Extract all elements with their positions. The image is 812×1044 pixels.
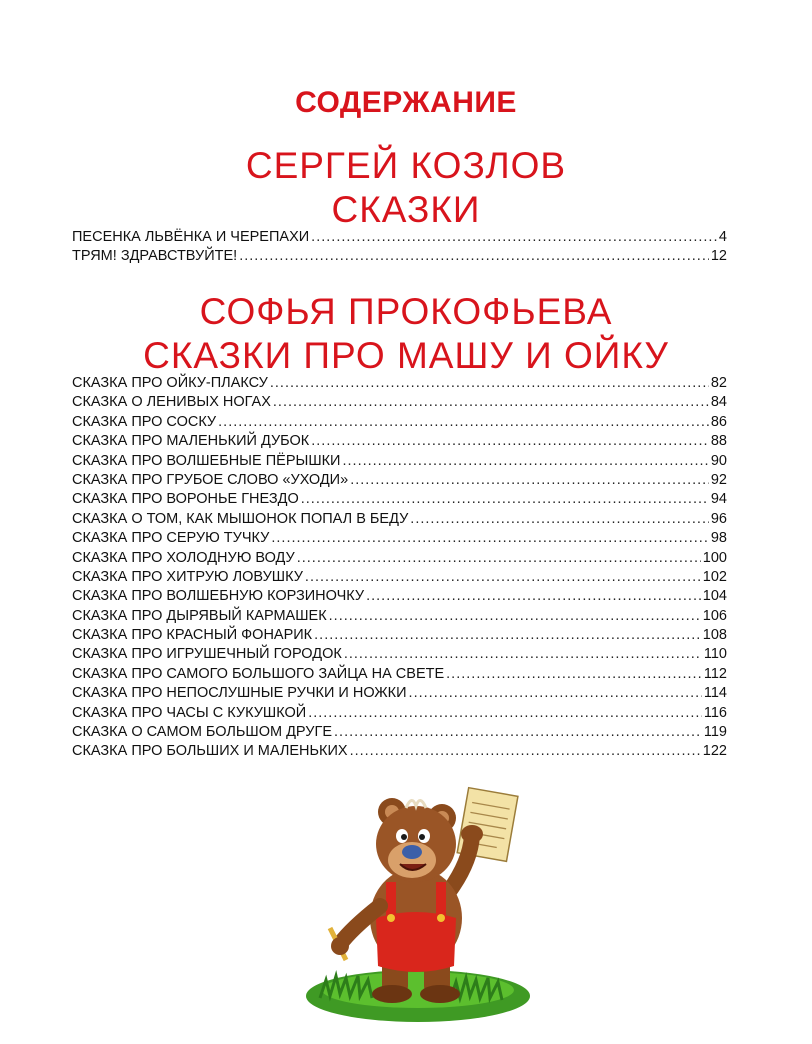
toc-entry-page: 84 (710, 394, 727, 411)
toc-entry-title: СКАЗКА О САМОМ БОЛЬШОМ ДРУГЕ (72, 724, 333, 741)
toc-entry-title: СКАЗКА ПРО ВОРОНЬЕ ГНЕЗДО (72, 491, 299, 508)
dot-leader (342, 452, 708, 471)
dot-leader (270, 374, 709, 393)
toc-entry-page: 88 (710, 433, 727, 450)
toc-entry-page: 119 (703, 724, 727, 741)
dot-leader (297, 549, 701, 568)
toc-entry-page: 92 (710, 471, 727, 488)
toc-entry-title: СКАЗКА ПРО ИГРУШЕЧНЫЙ ГОРОДОК (72, 646, 342, 663)
toc-entry-title: СКАЗКА О ТОМ, КАК МЫШОНОК ПОПАЛ В БЕДУ (72, 510, 409, 527)
toc-entry-title: СКАЗКА ПРО БОЛЬШИХ И МАЛЕНЬКИХ (72, 743, 348, 760)
toc-entry-page: 100 (702, 549, 727, 566)
toc-entry[interactable] (72, 529, 727, 548)
toc-entry-title: СКАЗКА ПРО СЕРУЮ ТУЧКУ (72, 530, 270, 547)
toc-entry-page: 94 (710, 491, 727, 508)
toc-entry-title: СКАЗКА ПРО НЕПОСЛУШНЫЕ РУЧКИ И НОЖКИ (72, 685, 407, 702)
toc-entry[interactable] (72, 684, 727, 703)
toc-list-prokofieva (72, 374, 727, 762)
dot-leader (409, 684, 702, 703)
dot-leader (239, 247, 709, 266)
toc-entry-page: 110 (703, 646, 727, 663)
toc-entry[interactable] (72, 645, 727, 664)
toc-entry[interactable] (72, 510, 727, 529)
toc-entry[interactable] (72, 723, 727, 742)
toc-entry-title: СКАЗКА ПРО ОЙКУ-ПЛАКСУ (72, 375, 268, 391)
toc-entry-page: 122 (702, 743, 727, 760)
dot-leader (311, 432, 709, 451)
toc-entry-page: 112 (703, 665, 727, 682)
toc-entry-title: СКАЗКА ПРО ЧАСЫ С КУКУШКОЙ (72, 704, 307, 721)
toc-entry[interactable] (72, 490, 727, 509)
toc-entry-page: 108 (702, 627, 727, 644)
toc-entry[interactable] (72, 665, 727, 684)
section-book: СКАЗКИ ПРО МАШУ И ОЙКУ (143, 335, 669, 376)
toc-entry-page: 116 (703, 704, 727, 721)
toc-entry-page: 98 (710, 530, 727, 547)
toc-entry-title: ПЕСЕНКА ЛЬВЁНКА И ЧЕРЕПАХИ (72, 229, 310, 245)
toc-entry-title: СКАЗКА ПРО САМОГО БОЛЬШОГО ЗАЙЦА НА СВЕТЕ (72, 665, 445, 682)
toc-entry-page: 12 (710, 248, 727, 265)
dot-leader (446, 665, 702, 684)
toc-entry-page: 104 (702, 588, 727, 605)
toc-entry[interactable] (72, 471, 727, 490)
contents-heading: СОДЕРЖАНИЕ (295, 86, 517, 119)
dot-leader (308, 704, 702, 723)
section-author: СОФЬЯ ПРОКОФЬЕВА (199, 291, 613, 332)
dot-leader (311, 228, 717, 247)
dot-leader (366, 587, 701, 606)
dot-leader (218, 413, 709, 432)
toc-entry-page: 106 (702, 607, 727, 624)
toc-entry-title: СКАЗКА ПРО ХИТРУЮ ЛОВУШКУ (72, 568, 303, 585)
toc-entry[interactable] (72, 374, 727, 393)
toc-entry-page: 114 (703, 685, 727, 702)
toc-entry[interactable] (72, 247, 727, 266)
toc-entry-title: СКАЗКА ПРО ХОЛОДНУЮ ВОДУ (72, 549, 295, 566)
dot-leader (329, 607, 701, 626)
toc-entry-title: СКАЗКА ПРО ДЫРЯВЫЙ КАРМАШЕК (72, 607, 327, 624)
dot-leader (314, 626, 701, 645)
toc-entry-page: 96 (710, 510, 727, 527)
toc-entry[interactable] (72, 626, 727, 645)
toc-entry[interactable] (72, 568, 727, 587)
toc-entry[interactable] (72, 704, 727, 723)
dot-leader (305, 568, 701, 587)
dot-leader (271, 529, 709, 548)
toc-entry-title: СКАЗКА ПРО ГРУБОЕ СЛОВО «УХОДИ» (72, 471, 349, 488)
dot-leader (350, 742, 701, 761)
toc-entry[interactable] (72, 452, 727, 471)
toc-entry[interactable] (72, 607, 727, 626)
toc-entry-page: 4 (718, 229, 727, 245)
toc-entry-page: 90 (710, 452, 727, 469)
toc-entry[interactable] (72, 742, 727, 761)
toc-entry-title: СКАЗКА ПРО ВОЛШЕБНУЮ КОРЗИНОЧКУ (72, 588, 365, 605)
toc-entry[interactable] (72, 413, 727, 432)
toc-entry[interactable] (72, 549, 727, 568)
toc-entry-page: 102 (702, 568, 727, 585)
toc-entry-title: СКАЗКА ПРО МАЛЕНЬКИЙ ДУБОК (72, 433, 310, 450)
section-heading-kozlov (0, 144, 812, 232)
dot-leader (344, 645, 702, 664)
section-author: СЕРГЕЙ КОЗЛОВ (245, 145, 567, 186)
dot-leader (350, 471, 709, 490)
toc-entry[interactable] (72, 432, 727, 451)
toc-entry[interactable] (72, 587, 727, 606)
toc-entry-title: ТРЯМ! ЗДРАВСТВУЙТЕ! (72, 248, 238, 265)
dot-leader (273, 393, 709, 412)
toc-entry-page: 86 (710, 413, 727, 430)
dot-leader (334, 723, 702, 742)
toc-list-kozlov (72, 228, 727, 267)
toc-entry-title: СКАЗКА ПРО ВОЛШЕБНЫЕ ПЁРЫШКИ (72, 452, 341, 469)
dot-leader (410, 510, 709, 529)
toc-entry-title: СКАЗКА ПРО СОСКУ (72, 413, 217, 430)
toc-entry-page: 82 (710, 375, 727, 391)
bear-with-letter-illustration (300, 778, 540, 1028)
toc-entry[interactable] (72, 393, 727, 412)
dot-leader (301, 490, 709, 509)
section-heading-prokofieva (0, 290, 812, 378)
toc-entry[interactable] (72, 228, 727, 247)
section-book: СКАЗКИ (331, 189, 481, 230)
toc-entry-title: СКАЗКА О ЛЕНИВЫХ НОГАХ (72, 394, 271, 411)
toc-entry-title: СКАЗКА ПРО КРАСНЫЙ ФОНАРИК (72, 627, 313, 644)
